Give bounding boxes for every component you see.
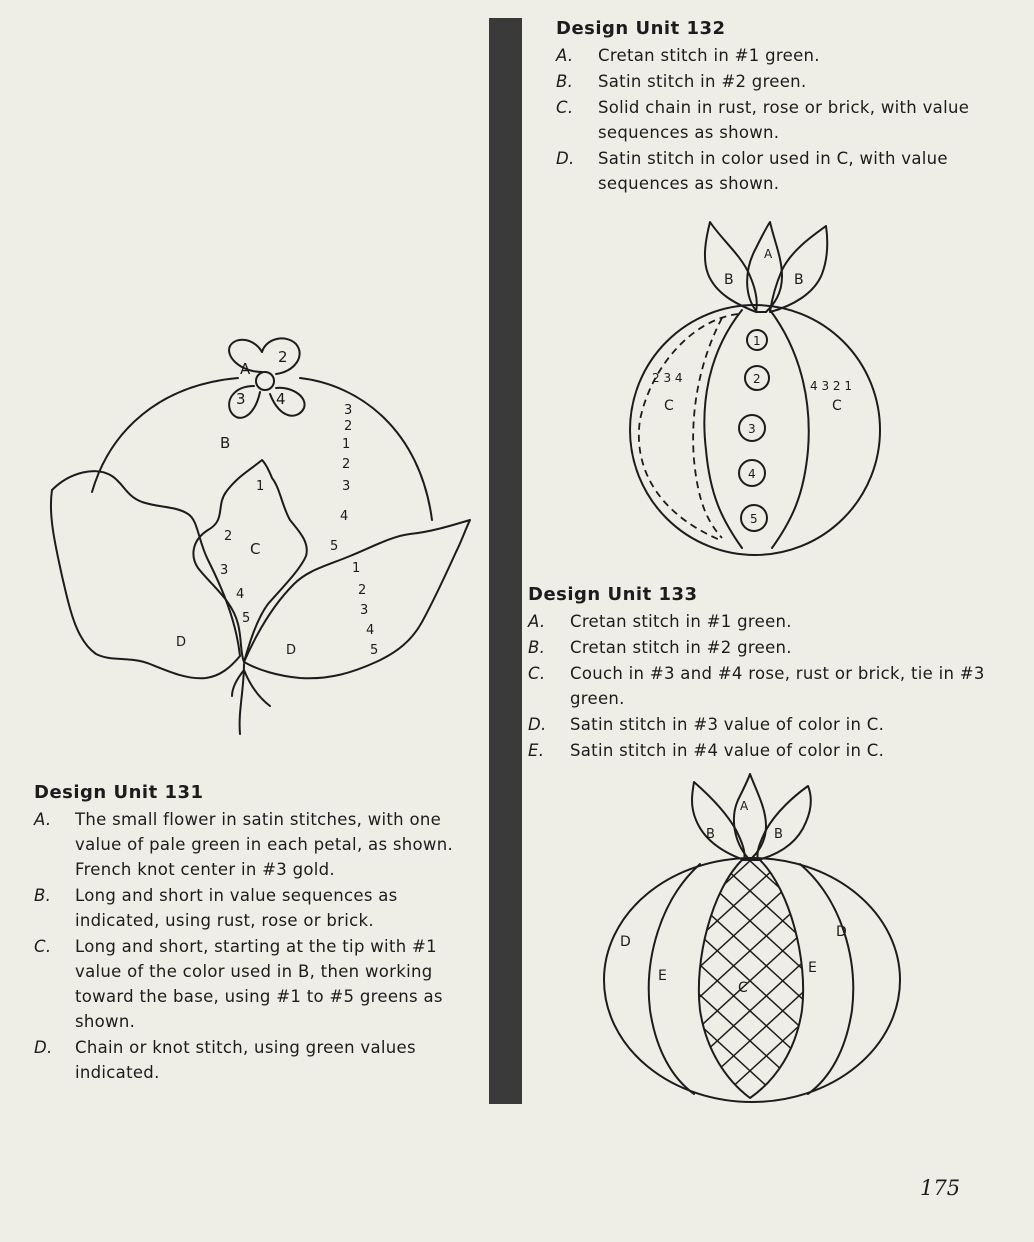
segment-line xyxy=(800,864,853,1094)
label-b-right: B xyxy=(794,272,804,288)
seq-b-value: 2 xyxy=(342,457,351,472)
label-c: C xyxy=(738,980,748,996)
seq-c-value: 5 xyxy=(242,611,251,626)
item-text: Cretan stitch in #1 green. xyxy=(598,46,820,65)
value-circle-label: 5 xyxy=(750,512,758,526)
value-circle-label: 1 xyxy=(753,334,761,348)
leaf-b-left xyxy=(692,782,745,860)
item-text: Long and short in value sequences as indicated, using rust, rose or brick. xyxy=(75,886,398,930)
item-letter: C. xyxy=(556,98,574,117)
item-text: Satin stitch in #2 green. xyxy=(598,72,807,91)
seq-b-value: 1 xyxy=(342,437,351,452)
item-text: Couch in #3 and #4 rose, rust or brick, tie in #3 green. xyxy=(570,664,985,708)
seq-d-value: 3 xyxy=(360,603,369,618)
label-petal-3: 3 xyxy=(236,390,246,408)
seq-c-value: 3 xyxy=(220,563,229,578)
item-text: Satin stitch in #3 value of color in C. xyxy=(570,715,885,734)
label-c: C xyxy=(250,540,261,558)
label-c-left: C xyxy=(664,398,674,414)
item-text: Satin stitch in #4 value of color in C. xyxy=(570,741,885,760)
item-letter: C. xyxy=(34,937,52,956)
label-e-left: E xyxy=(658,968,667,984)
label-b: B xyxy=(220,434,231,452)
item-letter: A. xyxy=(556,46,574,65)
seq-d-value: 2 xyxy=(358,583,367,598)
label-e-right: E xyxy=(808,960,817,976)
value-circle-label: 3 xyxy=(748,422,756,436)
label-d-left: D xyxy=(176,635,187,650)
item-letter: D. xyxy=(528,715,547,734)
label-b-left: B xyxy=(706,827,715,842)
label-c-right: C xyxy=(832,398,842,414)
item-text: The small flower in satin stitches, with one value of pale green in each petal, as shown. French knot center in #3 gold. xyxy=(75,810,454,879)
item-letter: D. xyxy=(556,149,575,168)
item-letter: D. xyxy=(34,1038,53,1057)
page-number: 175 xyxy=(920,1176,961,1200)
label-d-right: D xyxy=(836,924,847,940)
item-letter: B. xyxy=(528,638,546,657)
seq-d-value: 1 xyxy=(352,561,361,576)
seq-b-value: 3 xyxy=(344,403,353,418)
label-a: A xyxy=(240,360,251,378)
seq-b-value: 5 xyxy=(330,539,339,554)
value-circle-label: 2 xyxy=(753,372,761,386)
item-text: Solid chain in rust, rose or brick, with value sequences as shown. xyxy=(598,98,970,142)
seq-right: 4 3 2 1 xyxy=(810,379,852,393)
value-circle-label: 4 xyxy=(748,467,756,481)
item-text: Long and short, starting at the tip with #1 value of the color used in B, then working toward the base, using #1 to #5 greens as shown. xyxy=(75,937,443,1031)
label-petal-4: 4 xyxy=(276,390,286,408)
seq-d-value: 5 xyxy=(370,643,379,658)
seq-c-value: 2 xyxy=(224,529,233,544)
design-unit-131-title: Design Unit 131 xyxy=(34,782,204,803)
label-d-left: D xyxy=(620,934,631,950)
seq-c-value: 1 xyxy=(256,479,265,494)
seq-c-value: 4 xyxy=(236,587,245,602)
seq-d-value: 4 xyxy=(366,623,375,638)
label-d-right: D xyxy=(286,643,297,658)
leaf-a xyxy=(734,774,766,858)
segment-line xyxy=(649,864,700,1094)
crosshatch xyxy=(620,730,880,1190)
label-a: A xyxy=(740,799,749,813)
item-letter: C. xyxy=(528,664,546,683)
seq-b-value: 2 xyxy=(344,419,353,434)
item-letter: B. xyxy=(34,886,52,905)
item-text: Satin stitch in color used in C, with value sequences as shown. xyxy=(598,149,948,193)
label-b-left: B xyxy=(724,272,734,288)
seq-b-value: 4 xyxy=(340,509,349,524)
item-text: Chain or knot stitch, using green values indicated. xyxy=(75,1038,416,1082)
label-b-right: B xyxy=(774,827,783,842)
design-unit-132-title: Design Unit 132 xyxy=(556,18,726,39)
item-letter: E. xyxy=(528,741,545,760)
label-a: A xyxy=(764,247,773,261)
design-unit-133-title: Design Unit 133 xyxy=(528,584,698,605)
seq-b-value: 3 xyxy=(342,479,351,494)
item-letter: B. xyxy=(556,72,574,91)
item-text: Cretan stitch in #2 green. xyxy=(570,638,792,657)
seq-left: 2 3 4 xyxy=(652,371,683,385)
item-letter: A. xyxy=(528,612,546,631)
label-petal-2: 2 xyxy=(278,348,288,366)
item-text: Cretan stitch in #1 green. xyxy=(570,612,792,631)
item-letter: A. xyxy=(34,810,52,829)
